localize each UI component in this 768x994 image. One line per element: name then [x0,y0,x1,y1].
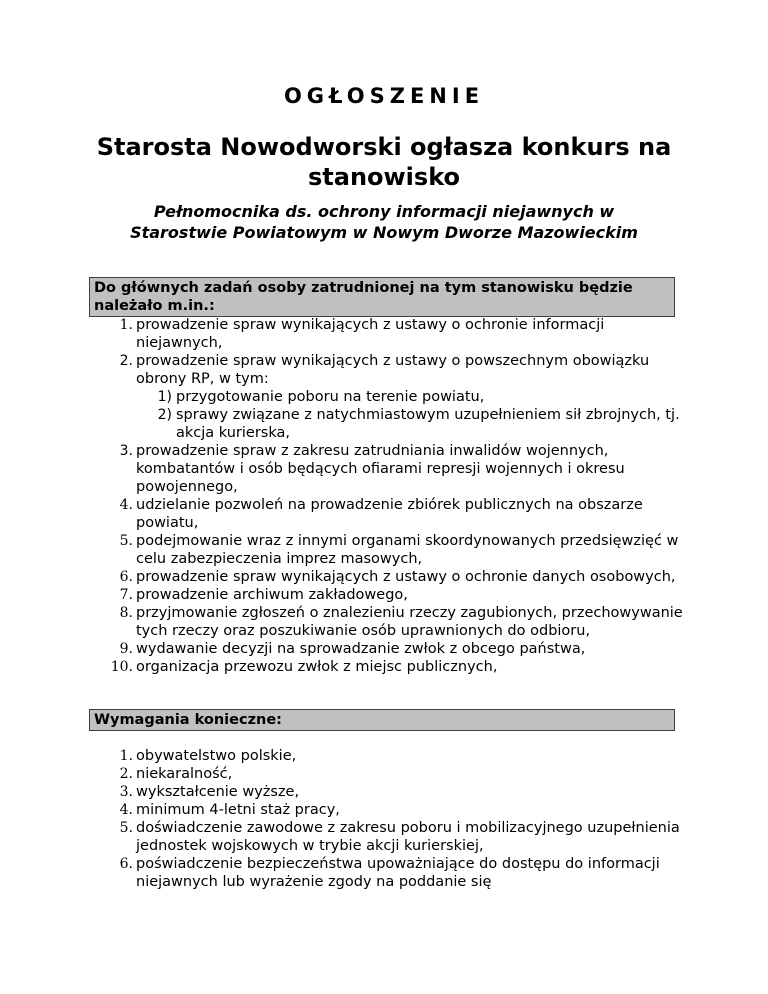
sub-item-text: sprawy związane z natychmiastowym uzupełnieniem sił zbrojnych, tj. akcja kurierska, [176,407,680,441]
item-number: 5. [119,533,133,549]
item-number: 2. [119,353,133,369]
announcement-heading: OGŁOSZENIE [283,84,485,108]
item-text: minimum 4-letni staż pracy, [136,802,340,818]
list-item [89,586,689,604]
item-number: 6. [119,569,133,585]
item-text: prowadzenie spraw wynikających z ustawy o ochronie danych osobowych, [136,569,676,585]
item-text: podejmowanie wraz z innymi organami skoordynowanych przedsięwzięć w celu zabezpieczenia imprez masowych, [136,533,679,567]
item-text: obywatelstwo polskie, [136,748,297,764]
item-text: prowadzenie spraw wynikających z ustawy o powszechnym obowiązku obrony RP, w tym: [136,353,650,387]
item-number: 6. [119,856,133,872]
sub-list [136,388,689,442]
list-item [89,783,689,801]
item-number: 5. [119,820,133,836]
item-text: prowadzenie archiwum zakładowego, [136,587,408,603]
list-item [89,801,689,819]
duties-header: Do głównych zadań osoby zatrudnionej na tym stanowisku będzie należało m.in.: [89,277,675,317]
item-number: 7. [119,587,133,603]
item-number: 1. [119,748,133,764]
item-text: prowadzenie spraw wynikających z ustawy o ochronie informacji niejawnych, [136,317,605,351]
position-subtitle: Pełnomocnika ds. ochrony informacji niejawnych w Starostwie Powiatowym w Nowym Dworze Mazowieckim [130,202,638,242]
item-number: 9. [119,641,133,657]
item-number: 3. [119,443,133,459]
duties-list [89,316,689,676]
item-number: 2. [119,766,133,782]
requirements-list [89,747,689,891]
item-text: doświadczenie zawodowe z zakresu poboru i mobilizacyjnego uzupełnienia jednostek wojskowych w trybie akcji kurierskiej, [136,820,680,854]
item-text: organizacja przewozu zwłok z miejsc publicznych, [136,659,498,675]
list-item [89,747,689,765]
item-text: wydawanie decyzji na sprowadzanie zwłok z obcego państwa, [136,641,586,657]
list-item [89,658,689,676]
announcement-title: Starosta Nowodworski ogłasza konkurs na stanowisko [96,133,672,191]
list-item [89,568,689,586]
item-text: niekaralność, [136,766,233,782]
requirements-header: Wymagania konieczne: [89,709,675,731]
item-text: poświadczenie bezpieczeństwa upoważniające do dostępu do informacji niejawnych lub wyrażenie zgody na poddanie się [136,856,660,890]
item-number: 4. [119,802,133,818]
item-number: 1. [119,317,133,333]
item-text: prowadzenie spraw z zakresu zatrudniania inwalidów wojennych, kombatantów i osób będących ofiarami represji wojennych i okresu powojennego, [136,443,625,495]
item-text: przyjmowanie zgłoszeń o znalezieniu rzeczy zagubionych, przechowywanie tych rzeczy oraz poszukiwanie osób uprawnionych do odbioru, [136,605,683,639]
list-item [89,316,689,352]
sub-list-item [136,388,689,406]
list-item [89,442,689,496]
list-item [89,765,689,783]
sub-item-number: 2) [157,407,172,423]
item-number: 8. [119,605,133,621]
item-number: 3. [119,784,133,800]
list-item [89,855,689,891]
sub-list-item [136,406,689,442]
list-item [89,532,689,568]
list-item [89,496,689,532]
list-item [89,352,689,442]
item-number: 4. [119,497,133,513]
list-item [89,640,689,658]
sub-item-text: przygotowanie poboru na terenie powiatu, [176,389,485,405]
item-number: 10. [110,659,133,675]
item-text: wykształcenie wyższe, [136,784,300,800]
list-item [89,604,689,640]
list-item [89,819,689,855]
sub-item-number: 1) [157,389,172,405]
item-text: udzielanie pozwoleń na prowadzenie zbiórek publicznych na obszarze powiatu, [136,497,643,531]
